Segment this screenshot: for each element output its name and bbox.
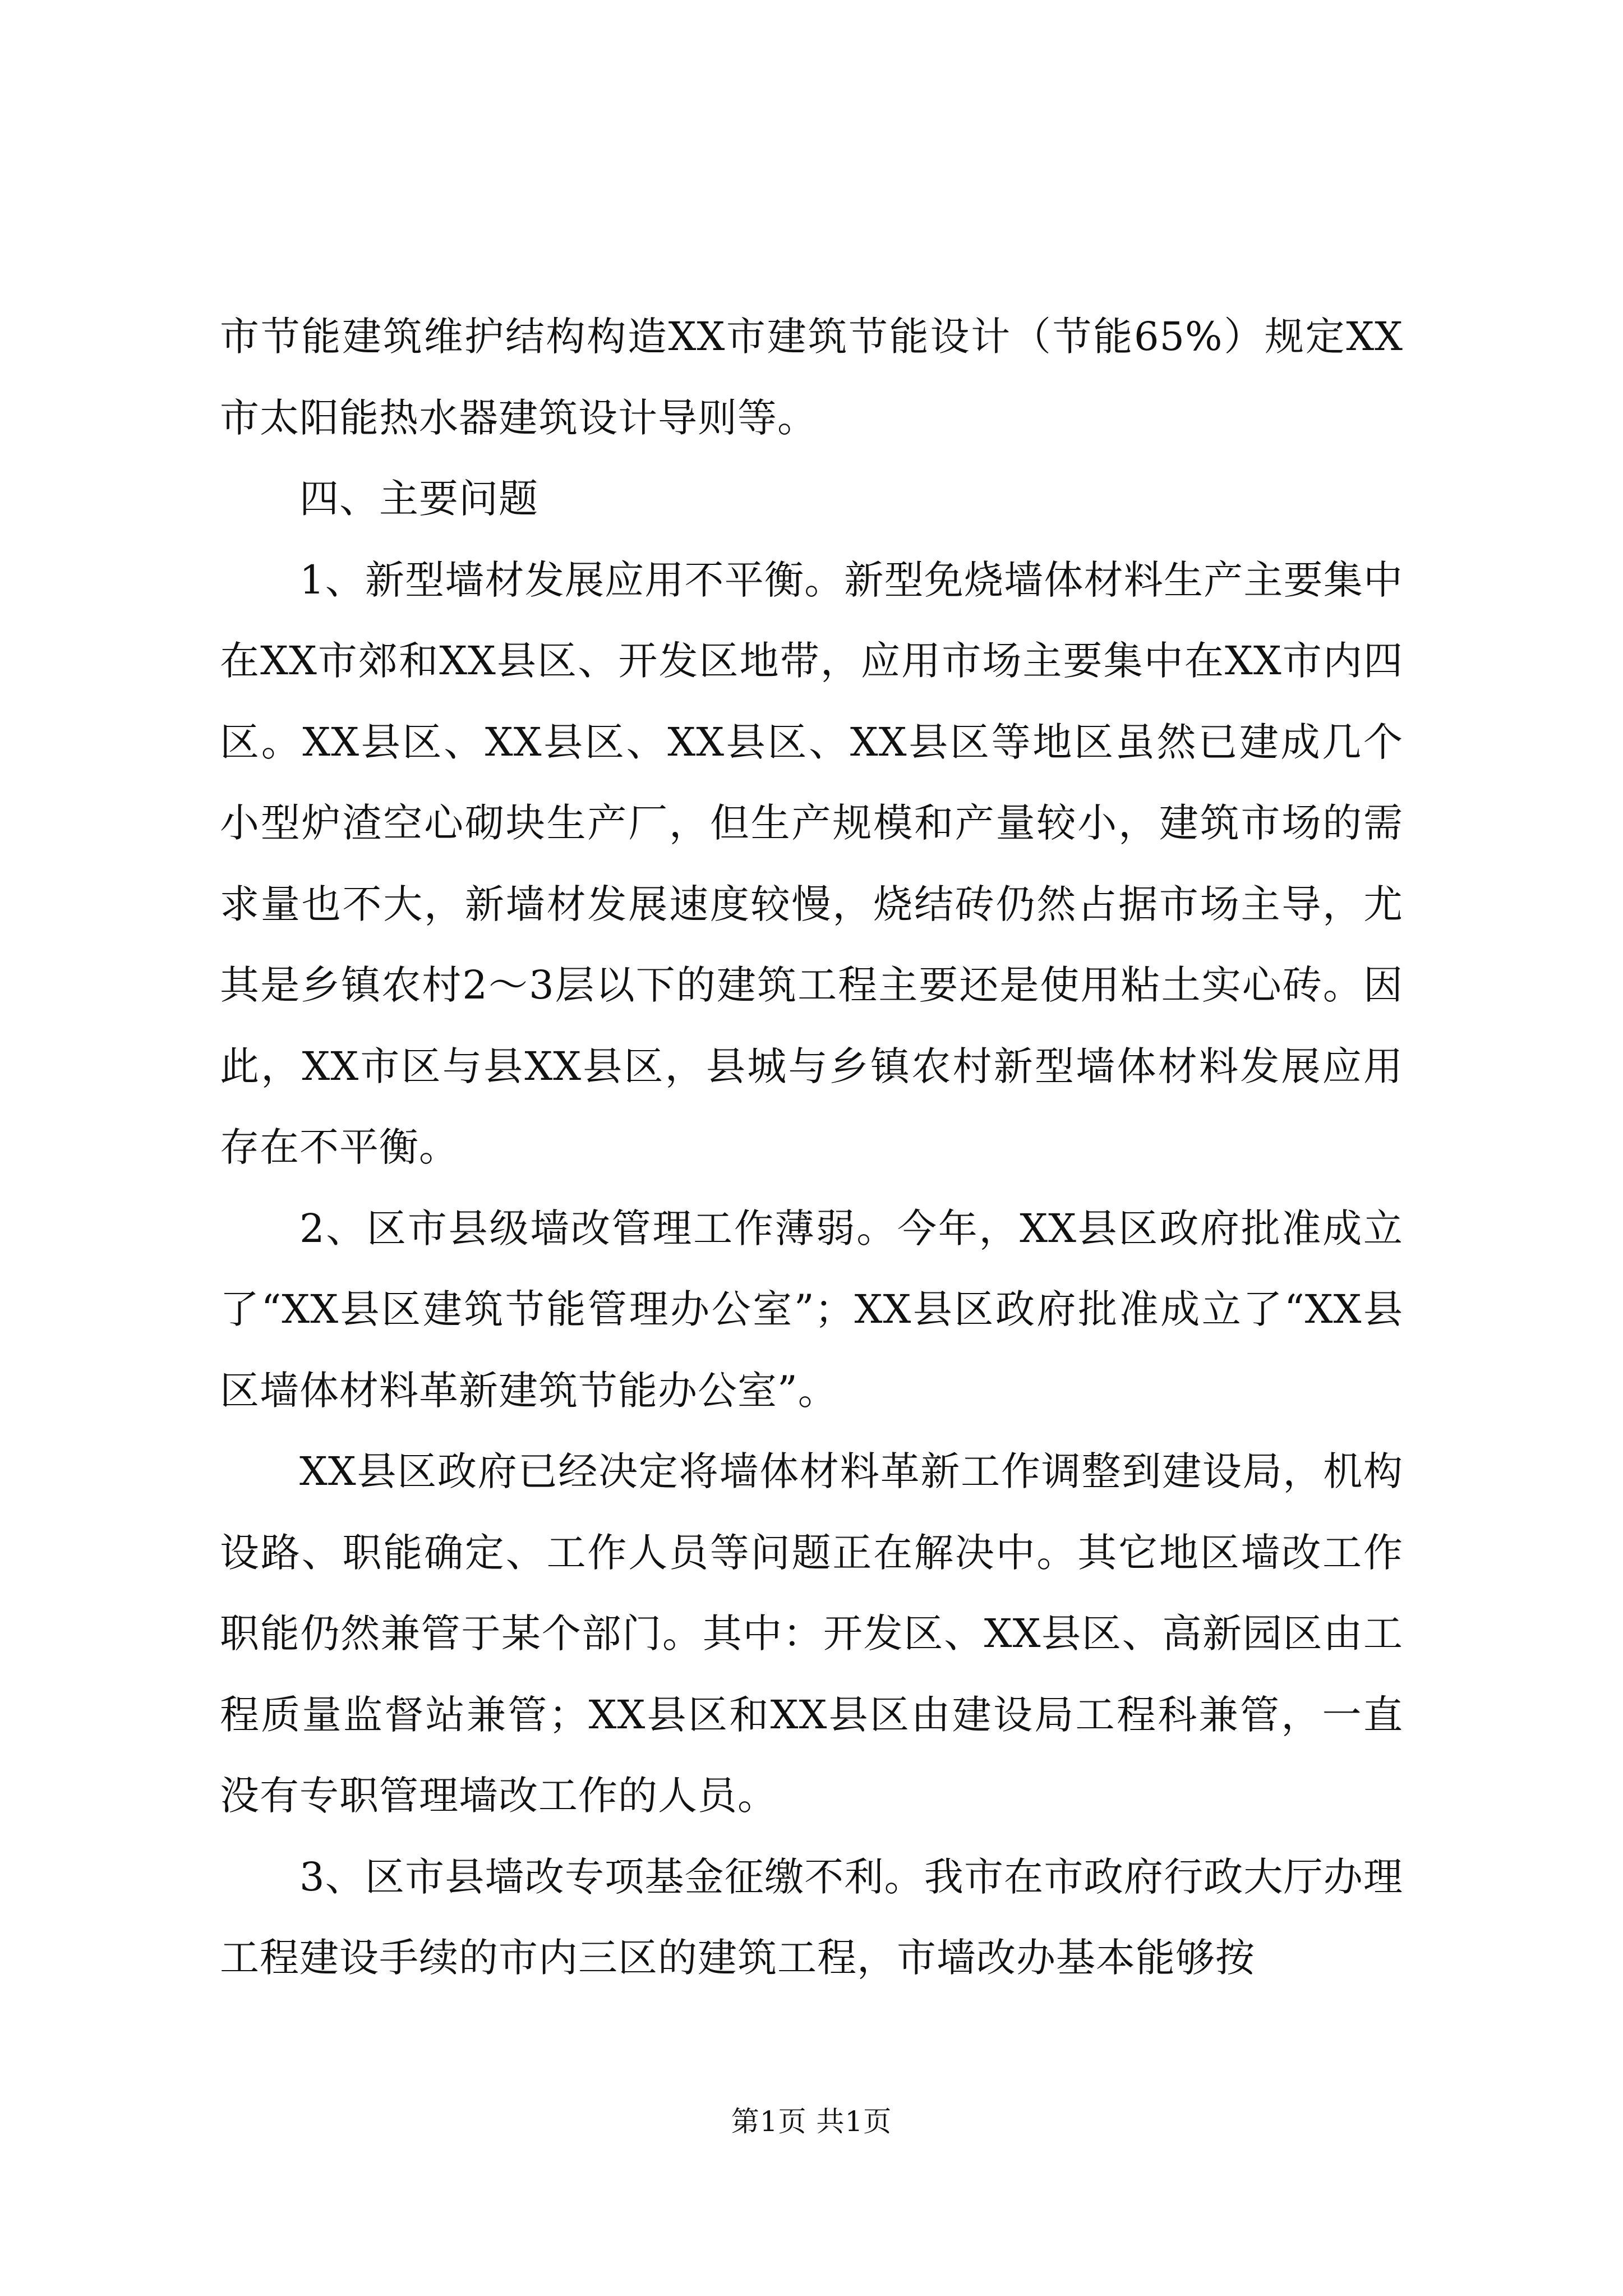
section-heading: 四、主要问题 <box>299 476 538 522</box>
document-body <box>220 296 1403 1999</box>
paragraph: 2、区市县级墙改管理工作薄弱。今年，XX县区政府批准成立了“XX县区建筑节能管理办公室”；XX县区政府批准成立了“XX县区墙体材料革新建筑节能办公室”。 <box>220 1205 1403 1414</box>
paragraph: 3、区市县墙改专项基金征缴不利。我市在市政府行政大厅办理工程建设手续的市内三区的建筑工程，市墙改办基本能够按 <box>220 1853 1403 1981</box>
paragraph: XX县区政府已经决定将墙体材料革新工作调整到建设局，机构设路、职能确定、工作人员等问题正在解决中。其它地区墙改工作职能仍然兼管于某个部门。其中：开发区、XX县区、高新园区由工程质量监督站兼管；XX县区和XX县区由建设局工程科兼管，一直没有专职管理墙改工作的人员。 <box>220 1448 1403 1819</box>
paragraph: 市节能建筑维护结构构造XX市建筑节能设计（节能65%）规定XX市太阳能热水器建筑设计导则等。 <box>220 314 1403 441</box>
paragraph: 1、新型墙材发展应用不平衡。新型免烧墙体材料生产主要集中在XX市郊和XX县区、开发区地带，应用市场主要集中在XX市内四区。XX县区、XX县区、XX县区、XX县区等地区虽然已建成几个小型炉渣空心砌块生产厂，但生产规模和产量较小，建筑市场的需求量也不大，新墙材发展速度较慢，烧结砖仍然占据市场主导，尤其是乡镇农村2～3层以下的建筑工程主要还是使用粘土实心砖。因此，XX市区与县XX县区，县城与乡镇农村新型墙体材料发展应用存在不平衡。 <box>220 556 1403 1170</box>
page-footer: 第1页 共1页 <box>731 2105 892 2138</box>
